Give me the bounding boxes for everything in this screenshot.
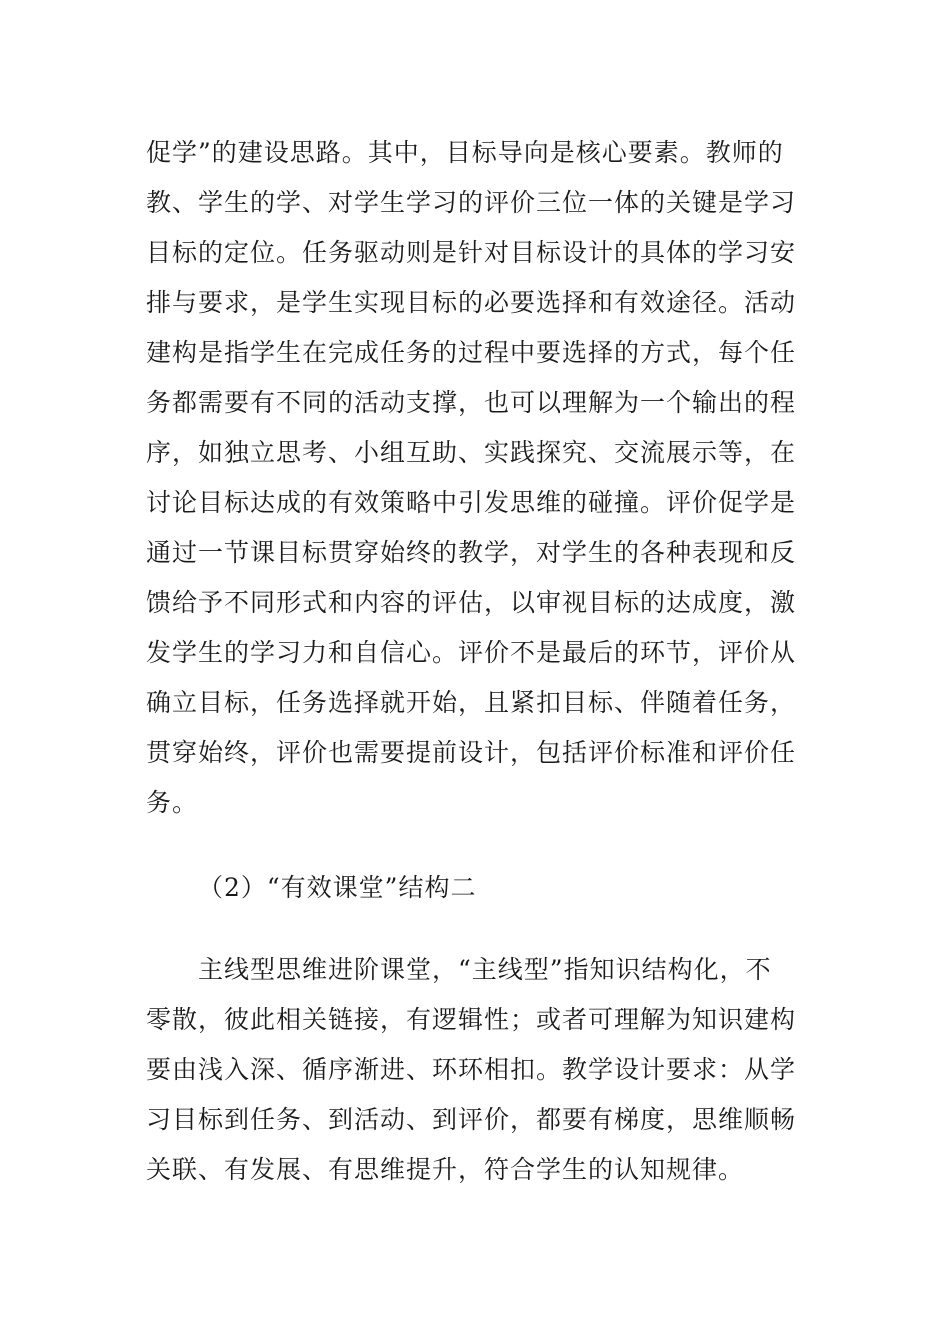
text-line: 发学生的学习力和自信心。评价不是最后的环节，评价从 [146, 638, 797, 667]
text-line: 零散，彼此相关链接，有逻辑性；或者可理解为知识建构 [146, 1005, 797, 1034]
text-line: 务都需要有不同的活动支撑，也可以理解为一个输出的程 [146, 388, 797, 417]
text-line: 通过一节课目标贯穿始终的教学，对学生的各种表现和反 [146, 538, 797, 567]
section-heading-text: （2）“有效课堂”结构二 [198, 873, 477, 902]
text-line: 关联、有发展、有思维提升，符合学生的认知规律。 [146, 1155, 745, 1184]
paragraph-evaluation [146, 128, 797, 828]
text-line: 确立目标，任务选择就开始，且紧扣目标、伴随着任务， [146, 688, 797, 717]
text-line: 务。 [146, 788, 199, 817]
text-line: 主线型思维进阶课堂，“主线型”指知识结构化，不 [198, 955, 772, 984]
text-line: 馈给予不同形式和内容的评估，以审视目标的达成度，激 [146, 588, 797, 617]
text-line: 讨论目标达成的有效策略中引发思维的碰撞。评价促学是 [146, 488, 797, 517]
text-line: 排与要求，是学生实现目标的必要选择和有效途径。活动 [146, 288, 797, 317]
text-line: 建构是指学生在完成任务的过程中要选择的方式，每个任 [146, 338, 797, 367]
text-line: 促学”的建设思路。其中，目标导向是核心要素。教师的 [146, 138, 784, 167]
paragraph-mainline-classroom [146, 945, 797, 1195]
text-line: 贯穿始终，评价也需要提前设计，包括评价标准和评价任 [146, 738, 797, 767]
text-line: 习目标到任务、到活动、到评价，都要有梯度，思维顺畅 [146, 1105, 797, 1134]
text-line: 序，如独立思考、小组互助、实践探究、交流展示等，在 [146, 438, 797, 467]
text-line: 要由浅入深、循序渐进、环环相扣。教学设计要求：从学 [146, 1055, 797, 1084]
text-line: 教、学生的学、对学生学习的评价三位一体的关键是学习 [146, 188, 797, 217]
text-line: 目标的定位。任务驱动则是针对目标设计的具体的学习安 [146, 238, 797, 267]
section-heading [146, 863, 786, 913]
